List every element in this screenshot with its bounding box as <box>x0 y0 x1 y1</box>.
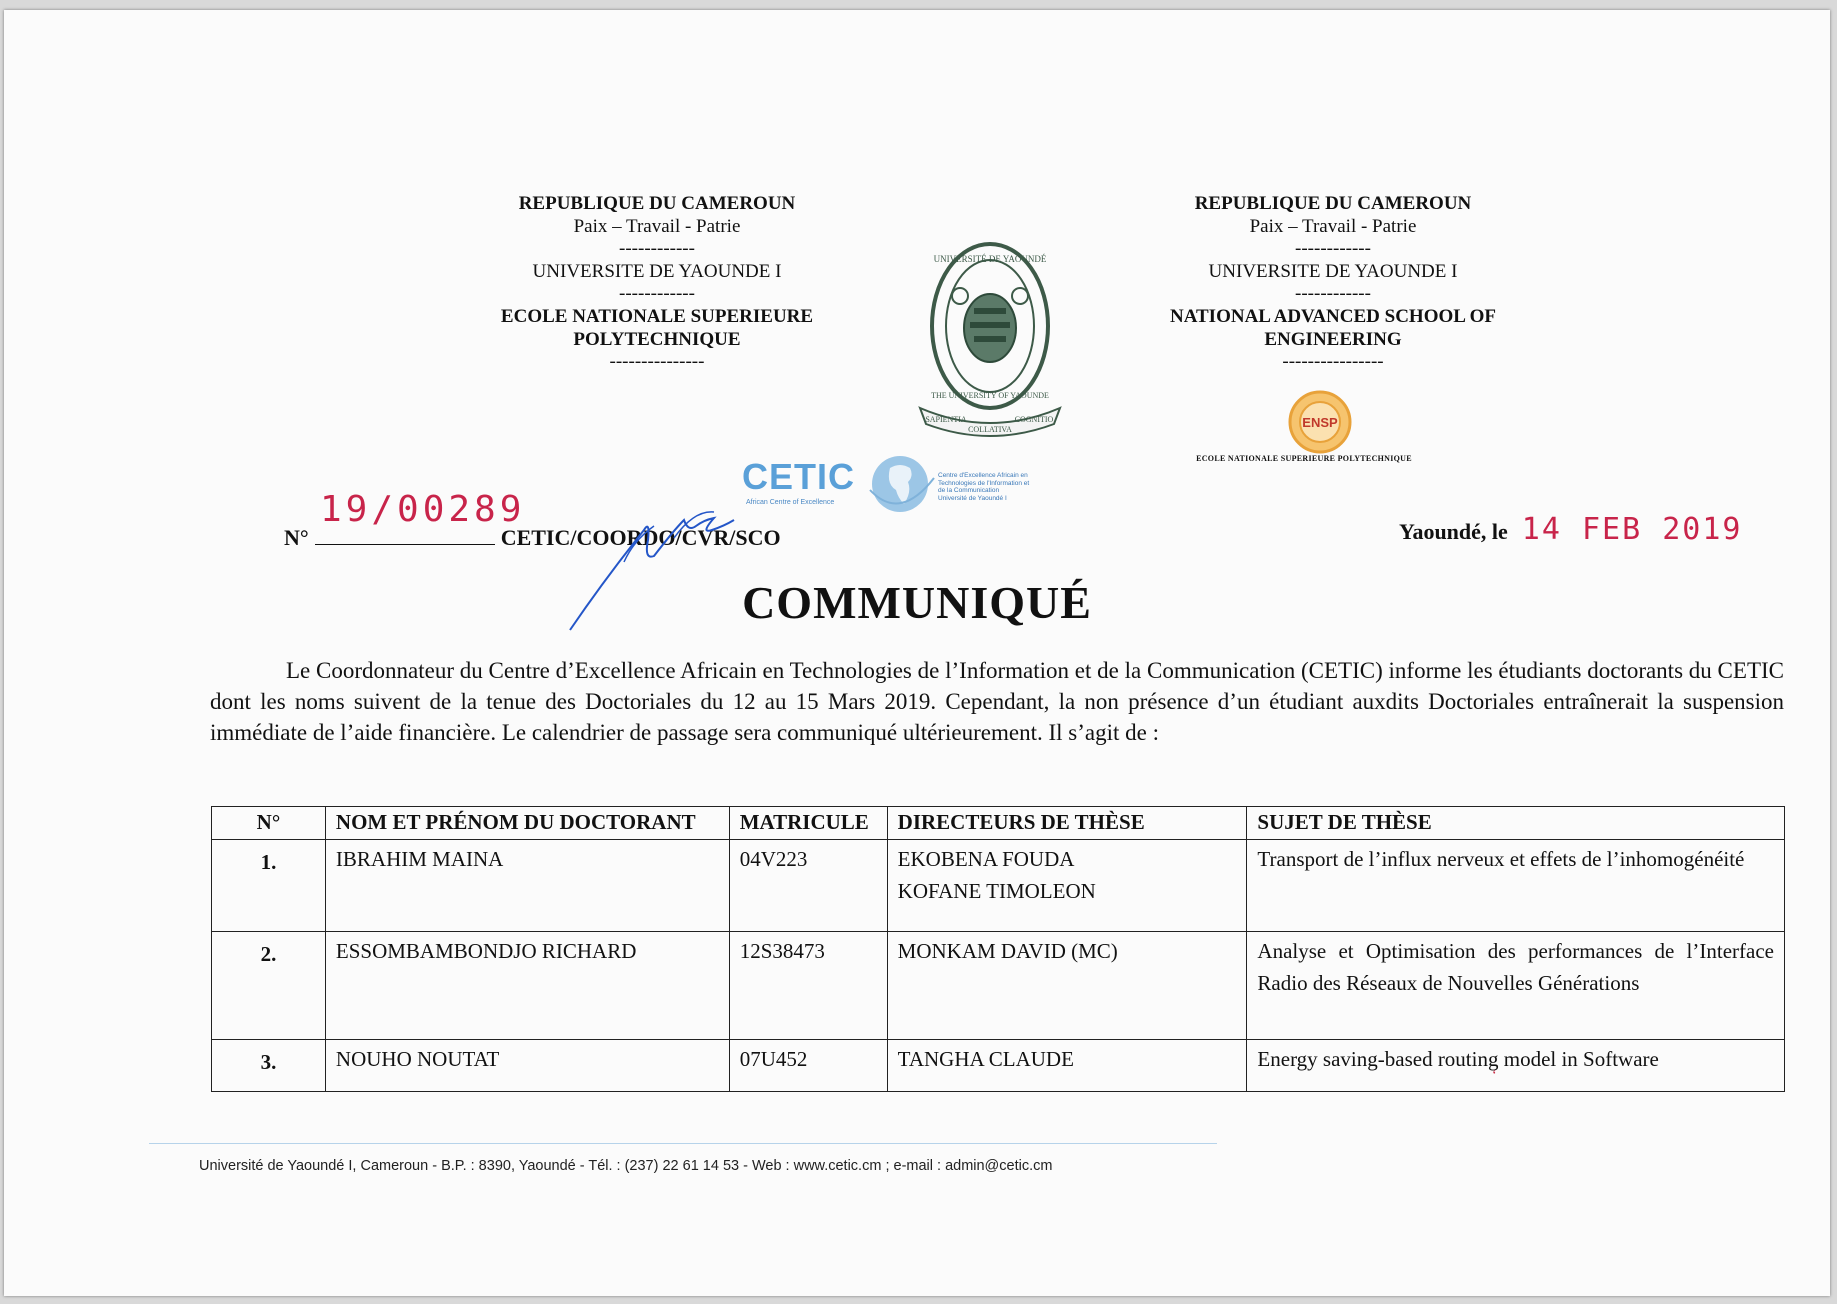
cetic-description <box>938 472 1078 502</box>
header-right-school-line2: ENGINEERING <box>1264 329 1402 350</box>
reference-prefix: N° <box>284 525 309 550</box>
column-header-directors: DIRECTEURS DE THÈSE <box>887 807 1247 840</box>
header-left-separator: --------------- <box>609 351 705 372</box>
column-header-subject: SUJET DE THÈSE <box>1247 807 1785 840</box>
cetic-description-line: Technologies de l'Information et <box>938 479 1030 487</box>
thesis-director: KOFANE TIMOLEON <box>897 879 1096 903</box>
document-title: COMMUNIQUÉ <box>742 577 1092 628</box>
row-number: 3. <box>212 1040 326 1092</box>
cetic-wordmark: CETIC <box>742 456 855 497</box>
header-right-separator: ------------ <box>1295 238 1371 259</box>
header-left-university: UNIVERSITE DE YAOUNDE I <box>532 261 782 282</box>
seal-motto-mid: COLLATIVA <box>968 425 1012 434</box>
header-right-university: UNIVERSITE DE YAOUNDE I <box>1208 261 1458 282</box>
column-header-matricule: MATRICULE <box>729 807 887 840</box>
footer-contact: Université de Yaoundé I, Cameroun - B.P. : 8390, Yaoundé - Tél. : (237) 22 61 14 53 - Web : www.cetic.cm ; e-mail : admin@cetic.cm <box>199 1158 1053 1174</box>
student-matricule: 12S38473 <box>729 932 887 1040</box>
footer-divider <box>149 1143 1217 1144</box>
thesis-directors <box>887 1040 1247 1092</box>
thesis-director: TANGHA CLAUDE <box>897 1047 1074 1071</box>
seal-top-text: UNIVERSITÉ DE YAOUNDÉ <box>933 254 1047 264</box>
thesis-director: EKOBENA FOUDA <box>897 847 1075 871</box>
table-row <box>212 1040 1785 1092</box>
student-name: NOUHO NOUTAT <box>325 1040 729 1092</box>
ensp-caption: ECOLE NATIONALE SUPERIEURE POLYTECHNIQUE <box>1196 454 1412 463</box>
table-row <box>212 840 1785 932</box>
header-right-separator: ---------------- <box>1282 351 1384 372</box>
header-left-separator: ------------ <box>619 283 695 304</box>
globe-africa-icon <box>864 450 940 516</box>
seal-bottom-text: THE UNIVERSITY OF YAOUNDE <box>931 391 1049 400</box>
header-right-motto: Paix – Travail - Patrie <box>1249 216 1417 237</box>
header-left-separator: ------------ <box>619 238 695 259</box>
thesis-directors <box>887 932 1247 1040</box>
ensp-logo-icon <box>1279 390 1361 454</box>
thesis-subject: Transport de l’influx nerveux et effets de l’inhomogénéité <box>1247 840 1785 932</box>
student-matricule: 04V223 <box>729 840 887 932</box>
header-right-separator: ------------ <box>1295 283 1371 304</box>
header-right-school-line1: NATIONAL ADVANCED SCHOOL OF <box>1169 306 1497 327</box>
cetic-description-line: Université de Yaoundé I <box>938 494 1007 502</box>
thesis-subject: Analyse et Optimisation des performances de l’Interface Radio des Réseaux de Nouvelles Générations <box>1247 932 1785 1040</box>
thesis-subject: Energy saving-based routing model in Software <box>1247 1040 1785 1092</box>
university-seal-icon <box>904 238 1076 438</box>
doctoral-students-table <box>211 806 1785 1092</box>
thesis-director: MONKAM DAVID (MC) <box>897 939 1118 963</box>
reference-stamp-number: 19/00289 <box>320 489 526 530</box>
header-left-country: REPUBLIQUE DU CAMEROUN <box>518 193 796 214</box>
seal-motto-right: COGNITIO <box>1014 415 1054 424</box>
date-label: Yaoundé, le <box>1399 519 1508 544</box>
red-pen-mark: ʻ <box>1492 1068 1497 1083</box>
reference-blank <box>315 524 495 545</box>
column-header-number: N° <box>212 807 326 840</box>
body-paragraph: Le Coordonnateur du Centre d’Excellence Africain en Technologies de l’Information et de la Communication (CETIC) informe les étudiants doctorants du CETIC dont les noms suivent de la tenue des Doctoriales du 12 au 15 Mars 2019. Cependant, la non présence d’un étudiant auxdits Doctoriales entraînerait la suspension immédiate de l’aide financière. Le calendrier de passage sera communiqué ultérieurement. Il s’agit de : <box>210 658 1784 745</box>
date-line <box>1399 512 1742 547</box>
cetic-description-line: Centre d'Excellence Africain en <box>938 472 1028 479</box>
table-row <box>212 932 1785 1040</box>
cetic-description-line: de la Communication <box>938 487 1000 494</box>
ensp-badge-text: ENSP <box>1302 415 1338 430</box>
header-left-school-line2: POLYTECHNIQUE <box>573 329 741 350</box>
row-number: 1. <box>212 840 326 932</box>
row-number: 2. <box>212 932 326 1040</box>
header-right <box>1131 192 1535 373</box>
header-left-school-line1: ECOLE NATIONALE SUPERIEURE <box>500 306 814 327</box>
header-right-country: REPUBLIQUE DU CAMEROUN <box>1194 193 1472 214</box>
seal-motto-left: SAPIENTIA <box>925 415 967 424</box>
reference-suffix: CETIC/COORDO/CVR/SCO <box>500 525 781 550</box>
column-header-name: NOM ET PRÉNOM DU DOCTORANT <box>325 807 729 840</box>
header-left-motto: Paix – Travail - Patrie <box>573 216 741 237</box>
student-matricule: 07U452 <box>729 1040 887 1092</box>
table-header-row <box>212 807 1785 840</box>
student-name: IBRAHIM MAINA <box>325 840 729 932</box>
thesis-directors <box>887 840 1247 932</box>
header-left <box>462 192 852 373</box>
student-name: ESSOMBAMBONDJO RICHARD <box>325 932 729 1040</box>
document-page <box>4 10 1830 1296</box>
cetic-subtitle: African Centre of Excellence <box>746 499 835 506</box>
date-stamp: 14 FEB 2019 <box>1521 512 1743 547</box>
